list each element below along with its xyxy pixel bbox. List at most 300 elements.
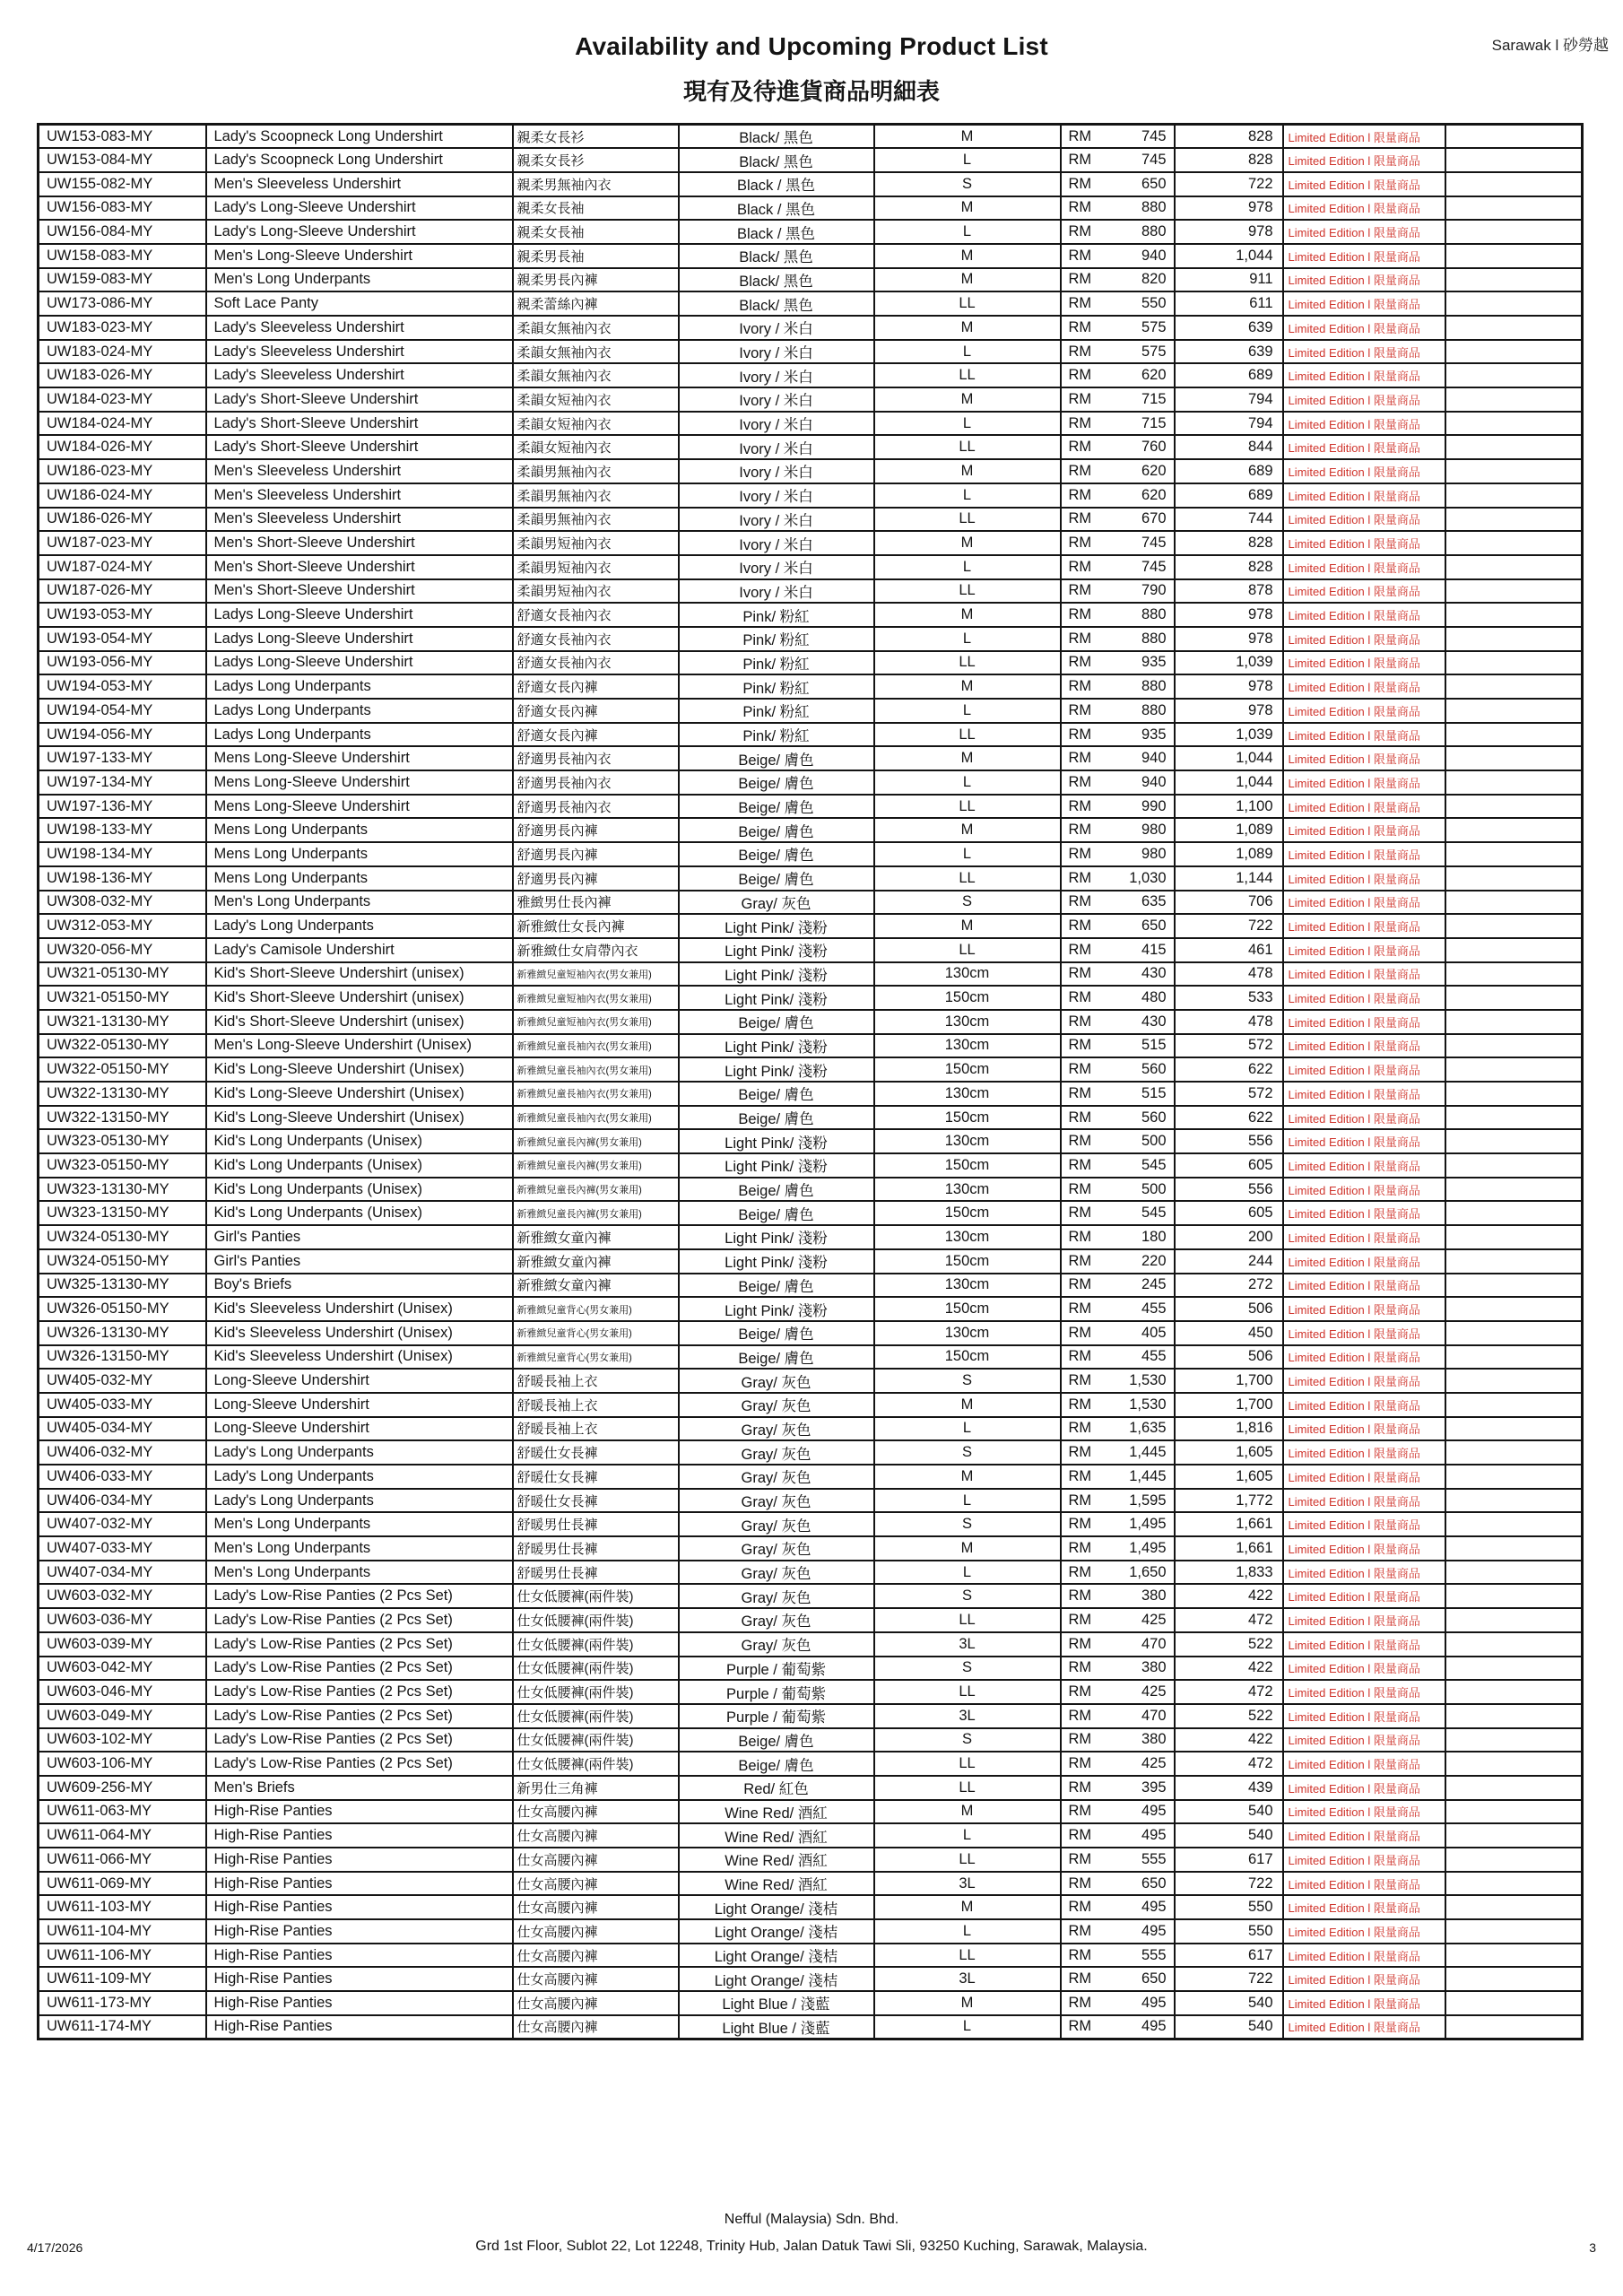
retail-price-cell: 506: [1175, 1345, 1283, 1370]
size-cell: L: [874, 148, 1061, 172]
product-name-zh-cell: 仕女高腰內褲: [513, 1895, 679, 1919]
member-price-cell: [1061, 1225, 1175, 1249]
color-cell: Black / 黑色: [679, 220, 874, 244]
product-name-zh-cell: 柔韻男無袖內衣: [513, 483, 679, 508]
product-name-en-cell: Ladys Long-Sleeve Undershirt: [206, 627, 513, 651]
color-cell: Gray/ 灰色: [679, 1393, 874, 1417]
product-name-zh-cell: 舒適女長內褲: [513, 699, 679, 723]
table-row: [39, 125, 1583, 149]
member-price-value: 495: [1141, 1827, 1167, 1844]
currency-label: RM: [1068, 726, 1092, 743]
product-name-en-cell: Lady's Sleeveless Undershirt: [206, 340, 513, 364]
limited-edition-tag-cell: Limited Edition l 限量商品: [1283, 1944, 1445, 1968]
retail-price-cell: 722: [1175, 914, 1283, 938]
product-name-zh-cell: 仕女低腰褲(兩件裝): [513, 1657, 679, 1681]
limited-edition-tag-cell: Limited Edition l 限量商品: [1283, 818, 1445, 842]
retail-price-cell: 1,100: [1175, 795, 1283, 819]
retail-price-cell: 533: [1175, 986, 1283, 1010]
color-cell: Ivory / 米白: [679, 459, 874, 483]
blank-cell: [1445, 412, 1583, 436]
currency-label: RM: [1068, 1228, 1092, 1245]
product-name-en-cell: Mens Long Underpants: [206, 842, 513, 866]
member-price-value: 715: [1141, 414, 1167, 431]
product-name-zh-cell: 舒暖仕女長褲: [513, 1465, 679, 1489]
product-code-cell: UW323-05150-MY: [39, 1153, 206, 1178]
table-row: [39, 603, 1583, 627]
table-row: [39, 340, 1583, 364]
table-row: [39, 1153, 1583, 1178]
currency-label: RM: [1068, 1994, 1092, 2011]
currency-label: RM: [1068, 1300, 1092, 1318]
retail-price-cell: 828: [1175, 125, 1283, 149]
size-cell: 130cm: [874, 1274, 1061, 1298]
color-cell: Light Orange/ 淺桔: [679, 1919, 874, 1944]
product-name-en-cell: Lady's Camisole Undershirt: [206, 938, 513, 962]
product-name-en-cell: Kid's Sleeveless Undershirt (Unisex): [206, 1345, 513, 1370]
currency-label: RM: [1068, 1420, 1092, 1437]
retail-price-cell: 1,089: [1175, 842, 1283, 866]
color-cell: Beige/ 膚色: [679, 1082, 874, 1106]
currency-label: RM: [1068, 1827, 1092, 1844]
member-price-cell: [1061, 1129, 1175, 1153]
member-price-value: 560: [1141, 1061, 1167, 1078]
member-price-value: 550: [1141, 295, 1167, 312]
member-price-value: 940: [1141, 247, 1167, 264]
member-price-value: 245: [1141, 1276, 1167, 1293]
product-name-en-cell: Mens Long-Sleeve Undershirt: [206, 795, 513, 819]
size-cell: L: [874, 1561, 1061, 1585]
member-price-cell: [1061, 220, 1175, 244]
size-cell: LL: [874, 651, 1061, 675]
color-cell: Beige/ 膚色: [679, 866, 874, 891]
size-cell: L: [874, 699, 1061, 723]
limited-edition-tag-cell: Limited Edition l 限量商品: [1283, 508, 1445, 532]
product-code-cell: UW183-026-MY: [39, 363, 206, 387]
product-name-en-cell: Kid's Short-Sleeve Undershirt (unisex): [206, 986, 513, 1010]
product-name-en-cell: Men's Short-Sleeve Undershirt: [206, 555, 513, 579]
color-cell: Wine Red/ 酒紅: [679, 1800, 874, 1824]
table-row: [39, 244, 1583, 268]
currency-label: RM: [1068, 582, 1092, 599]
color-cell: Gray/ 灰色: [679, 1536, 874, 1561]
currency-label: RM: [1068, 1635, 1092, 1652]
member-price-value: 1,635: [1129, 1420, 1167, 1437]
product-code-cell: UW326-13130-MY: [39, 1321, 206, 1345]
product-name-en-cell: Ladys Long Underpants: [206, 699, 513, 723]
color-cell: Gray/ 灰色: [679, 1489, 874, 1513]
size-cell: 130cm: [874, 1178, 1061, 1202]
product-name-en-cell: Lady's Short-Sleeve Undershirt: [206, 435, 513, 459]
product-name-zh-cell: 新雅緻兒童長內褲(男女兼用): [513, 1129, 679, 1153]
product-code-cell: UW173-086-MY: [39, 291, 206, 316]
product-name-en-cell: Kid's Sleeveless Undershirt (Unisex): [206, 1297, 513, 1321]
size-cell: 3L: [874, 1632, 1061, 1657]
table-row: [39, 1608, 1583, 1632]
retail-price-cell: 461: [1175, 938, 1283, 962]
size-cell: 150cm: [874, 1297, 1061, 1321]
member-price-value: 500: [1141, 1180, 1167, 1197]
blank-cell: [1445, 818, 1583, 842]
size-cell: M: [874, 1895, 1061, 1919]
member-price-value: 470: [1141, 1635, 1167, 1652]
member-price-cell: [1061, 555, 1175, 579]
limited-edition-tag-cell: Limited Edition l 限量商品: [1283, 1584, 1445, 1608]
currency-label: RM: [1068, 1396, 1092, 1413]
product-code-cell: UW156-084-MY: [39, 220, 206, 244]
member-price-cell: [1061, 1608, 1175, 1632]
blank-cell: [1445, 1657, 1583, 1681]
currency-label: RM: [1068, 1492, 1092, 1509]
member-price-cell: [1061, 699, 1175, 723]
limited-edition-tag-cell: Limited Edition l 限量商品: [1283, 531, 1445, 555]
color-cell: Pink/ 粉紅: [679, 723, 874, 747]
limited-edition-tag-cell: Limited Edition l 限量商品: [1283, 340, 1445, 364]
color-cell: Beige/ 膚色: [679, 818, 874, 842]
member-price-cell: [1061, 891, 1175, 915]
table-row: [39, 1776, 1583, 1800]
product-code-cell: UW198-133-MY: [39, 818, 206, 842]
member-price-value: 990: [1141, 797, 1167, 814]
table-row: [39, 1512, 1583, 1536]
size-cell: 130cm: [874, 1034, 1061, 1058]
color-cell: Light Orange/ 淺桔: [679, 1895, 874, 1919]
retail-price-cell: 978: [1175, 699, 1283, 723]
currency-label: RM: [1068, 773, 1092, 790]
limited-edition-tag-cell: Limited Edition l 限量商品: [1283, 1657, 1445, 1681]
color-cell: Gray/ 灰色: [679, 1417, 874, 1441]
retail-price-cell: 200: [1175, 1225, 1283, 1249]
table-row: [39, 220, 1583, 244]
product-name-zh-cell: 親柔女長袖: [513, 196, 679, 221]
product-name-zh-cell: 仕女高腰內褲: [513, 1967, 679, 1991]
currency-label: RM: [1068, 535, 1092, 552]
limited-edition-tag-cell: Limited Edition l 限量商品: [1283, 363, 1445, 387]
size-cell: LL: [874, 1752, 1061, 1776]
limited-edition-tag-cell: Limited Edition l 限量商品: [1283, 1010, 1445, 1034]
member-price-cell: [1061, 1178, 1175, 1202]
product-name-en-cell: Soft Lace Panty: [206, 291, 513, 316]
product-code-cell: UW198-134-MY: [39, 842, 206, 866]
product-code-cell: UW155-082-MY: [39, 172, 206, 196]
limited-edition-tag-cell: Limited Edition l 限量商品: [1283, 795, 1445, 819]
product-name-zh-cell: 舒適女長內褲: [513, 723, 679, 747]
table-row: [39, 1417, 1583, 1441]
product-name-en-cell: Kid's Short-Sleeve Undershirt (unisex): [206, 1010, 513, 1034]
product-name-zh-cell: 舒暖長袖上衣: [513, 1417, 679, 1441]
member-price-cell: [1061, 1704, 1175, 1728]
member-price-cell: [1061, 986, 1175, 1010]
color-cell: Light Pink/ 淺粉: [679, 1225, 874, 1249]
size-cell: 150cm: [874, 1153, 1061, 1178]
color-cell: Pink/ 粉紅: [679, 651, 874, 675]
color-cell: Gray/ 灰色: [679, 1608, 874, 1632]
currency-label: RM: [1068, 462, 1092, 479]
color-cell: Ivory / 米白: [679, 508, 874, 532]
product-name-en-cell: High-Rise Panties: [206, 1991, 513, 2015]
blank-cell: [1445, 459, 1583, 483]
color-cell: Black/ 黑色: [679, 148, 874, 172]
size-cell: 150cm: [874, 1057, 1061, 1082]
table-row: [39, 1536, 1583, 1561]
product-name-zh-cell: 新雅緻女童內褲: [513, 1225, 679, 1249]
product-name-en-cell: Men's Long Underpants: [206, 891, 513, 915]
limited-edition-tag-cell: Limited Edition l 限量商品: [1283, 1752, 1445, 1776]
member-price-value: 980: [1141, 845, 1167, 862]
member-price-cell: [1061, 1010, 1175, 1034]
product-name-en-cell: High-Rise Panties: [206, 2015, 513, 2039]
member-price-cell: [1061, 1393, 1175, 1417]
retail-price-cell: 472: [1175, 1680, 1283, 1704]
color-cell: Light Pink/ 淺粉: [679, 1297, 874, 1321]
size-cell: LL: [874, 1608, 1061, 1632]
retail-price-cell: 572: [1175, 1082, 1283, 1106]
product-code-cell: UW325-13130-MY: [39, 1274, 206, 1298]
product-name-en-cell: Kid's Short-Sleeve Undershirt (unisex): [206, 962, 513, 987]
currency-label: RM: [1068, 1013, 1092, 1030]
retail-price-cell: 828: [1175, 148, 1283, 172]
product-table-body: [39, 125, 1583, 2039]
currency-label: RM: [1068, 606, 1092, 623]
product-name-en-cell: High-Rise Panties: [206, 1848, 513, 1872]
retail-price-cell: 622: [1175, 1057, 1283, 1082]
member-price-value: 500: [1141, 1133, 1167, 1150]
size-cell: LL: [874, 363, 1061, 387]
blank-cell: [1445, 842, 1583, 866]
currency-label: RM: [1068, 127, 1092, 144]
product-code-cell: UW193-056-MY: [39, 651, 206, 675]
table-row: [39, 412, 1583, 436]
currency-label: RM: [1068, 510, 1092, 527]
member-price-cell: [1061, 508, 1175, 532]
member-price-cell: [1061, 1823, 1175, 1848]
member-price-cell: [1061, 1919, 1175, 1944]
retail-price-cell: 1,700: [1175, 1393, 1283, 1417]
product-name-en-cell: Lady's Low-Rise Panties (2 Pcs Set): [206, 1728, 513, 1752]
product-code-cell: UW609-256-MY: [39, 1776, 206, 1800]
blank-cell: [1445, 1895, 1583, 1919]
retail-price-cell: 639: [1175, 316, 1283, 340]
product-name-en-cell: Ladys Long-Sleeve Undershirt: [206, 651, 513, 675]
blank-cell: [1445, 531, 1583, 555]
currency-label: RM: [1068, 1563, 1092, 1580]
table-row: [39, 363, 1583, 387]
color-cell: Beige/ 膚色: [679, 1178, 874, 1202]
product-name-zh-cell: 新雅緻兒童短袖內衣(男女兼用): [513, 962, 679, 987]
blank-cell: [1445, 1489, 1583, 1513]
currency-label: RM: [1068, 1252, 1092, 1269]
size-cell: M: [874, 125, 1061, 149]
limited-edition-tag-cell: Limited Edition l 限量商品: [1283, 723, 1445, 747]
member-price-value: 545: [1141, 1205, 1167, 1222]
color-cell: Gray/ 灰色: [679, 1632, 874, 1657]
currency-label: RM: [1068, 1084, 1092, 1101]
retail-price-cell: 722: [1175, 1872, 1283, 1896]
member-price-value: 430: [1141, 965, 1167, 982]
table-row: [39, 172, 1583, 196]
retail-price-cell: 978: [1175, 220, 1283, 244]
product-name-zh-cell: 仕女低腰褲(兩件裝): [513, 1752, 679, 1776]
member-price-value: 415: [1141, 941, 1167, 958]
limited-edition-tag-cell: Limited Edition l 限量商品: [1283, 1489, 1445, 1513]
product-name-zh-cell: 柔韻男短袖內衣: [513, 531, 679, 555]
retail-price-cell: 472: [1175, 1608, 1283, 1632]
product-code-cell: UW308-032-MY: [39, 891, 206, 915]
member-price-cell: [1061, 674, 1175, 699]
table-row: [39, 746, 1583, 770]
retail-price-cell: 1,700: [1175, 1369, 1283, 1393]
blank-cell: [1445, 699, 1583, 723]
product-name-zh-cell: 柔韻女短袖內衣: [513, 435, 679, 459]
product-name-en-cell: Kid's Long-Sleeve Undershirt (Unisex): [206, 1082, 513, 1106]
table-row: [39, 1872, 1583, 1896]
color-cell: Light Blue / 淺藍: [679, 1991, 874, 2015]
size-cell: LL: [874, 1776, 1061, 1800]
color-cell: Light Blue / 淺藍: [679, 2015, 874, 2039]
retail-price-cell: 450: [1175, 1321, 1283, 1345]
color-cell: Gray/ 灰色: [679, 1512, 874, 1536]
retail-price-cell: 1,605: [1175, 1465, 1283, 1489]
table-row: [39, 1584, 1583, 1608]
member-price-value: 980: [1141, 822, 1167, 839]
limited-edition-tag-cell: Limited Edition l 限量商品: [1283, 1800, 1445, 1824]
table-row: [39, 914, 1583, 938]
blank-cell: [1445, 1010, 1583, 1034]
color-cell: Black/ 黑色: [679, 291, 874, 316]
limited-edition-tag-cell: Limited Edition l 限量商品: [1283, 1632, 1445, 1657]
limited-edition-tag-cell: Limited Edition l 限量商品: [1283, 1297, 1445, 1321]
product-name-en-cell: Long-Sleeve Undershirt: [206, 1369, 513, 1393]
size-cell: LL: [874, 795, 1061, 819]
product-name-en-cell: Lady's Low-Rise Panties (2 Pcs Set): [206, 1632, 513, 1657]
product-name-en-cell: Lady's Sleeveless Undershirt: [206, 363, 513, 387]
table-row: [39, 842, 1583, 866]
product-name-en-cell: Men's Briefs: [206, 1776, 513, 1800]
limited-edition-tag-cell: Limited Edition l 限量商品: [1283, 2015, 1445, 2039]
table-row: [39, 316, 1583, 340]
member-price-value: 650: [1141, 175, 1167, 192]
product-name-zh-cell: 親柔女長衫: [513, 148, 679, 172]
product-name-en-cell: Long-Sleeve Undershirt: [206, 1393, 513, 1417]
member-price-cell: [1061, 1057, 1175, 1082]
member-price-value: 650: [1141, 1874, 1167, 1892]
blank-cell: [1445, 1369, 1583, 1393]
limited-edition-tag-cell: Limited Edition l 限量商品: [1283, 1848, 1445, 1872]
retail-price-cell: 828: [1175, 531, 1283, 555]
limited-edition-tag-cell: Limited Edition l 限量商品: [1283, 1201, 1445, 1225]
size-cell: L: [874, 555, 1061, 579]
table-row: [39, 986, 1583, 1010]
blank-cell: [1445, 1752, 1583, 1776]
size-cell: S: [874, 891, 1061, 915]
color-cell: Gray/ 灰色: [679, 1440, 874, 1465]
currency-label: RM: [1068, 1372, 1092, 1389]
member-price-cell: [1061, 2015, 1175, 2039]
product-code-cell: UW326-05150-MY: [39, 1297, 206, 1321]
product-code-cell: UW603-042-MY: [39, 1657, 206, 1681]
limited-edition-tag-cell: Limited Edition l 限量商品: [1283, 291, 1445, 316]
member-price-cell: [1061, 1752, 1175, 1776]
member-price-cell: [1061, 1776, 1175, 1800]
blank-cell: [1445, 316, 1583, 340]
table-row: [39, 1321, 1583, 1345]
blank-cell: [1445, 483, 1583, 508]
member-price-cell: [1061, 340, 1175, 364]
product-name-zh-cell: 新雅緻女童內褲: [513, 1274, 679, 1298]
member-price-cell: [1061, 1417, 1175, 1441]
size-cell: 150cm: [874, 1249, 1061, 1274]
limited-edition-tag-cell: Limited Edition l 限量商品: [1283, 1536, 1445, 1561]
product-code-cell: UW183-023-MY: [39, 316, 206, 340]
member-price-cell: [1061, 1967, 1175, 1991]
currency-label: RM: [1068, 893, 1092, 910]
currency-label: RM: [1068, 247, 1092, 264]
currency-label: RM: [1068, 845, 1092, 862]
member-price-cell: [1061, 1034, 1175, 1058]
member-price-cell: [1061, 1440, 1175, 1465]
product-name-zh-cell: 舒暖長袖上衣: [513, 1393, 679, 1417]
member-price-value: 880: [1141, 606, 1167, 623]
product-code-cell: UW187-023-MY: [39, 531, 206, 555]
blank-cell: [1445, 1297, 1583, 1321]
currency-label: RM: [1068, 869, 1092, 886]
member-price-cell: [1061, 1584, 1175, 1608]
table-row: [39, 555, 1583, 579]
limited-edition-tag-cell: Limited Edition l 限量商品: [1283, 148, 1445, 172]
product-name-en-cell: Men's Short-Sleeve Undershirt: [206, 579, 513, 604]
product-name-zh-cell: 仕女低腰褲(兩件裝): [513, 1680, 679, 1704]
member-price-value: 745: [1141, 558, 1167, 575]
product-name-en-cell: Men's Long-Sleeve Undershirt (Unisex): [206, 1034, 513, 1058]
limited-edition-tag-cell: Limited Edition l 限量商品: [1283, 459, 1445, 483]
blank-cell: [1445, 1584, 1583, 1608]
blank-cell: [1445, 1872, 1583, 1896]
product-name-zh-cell: 舒適女長袖內衣: [513, 627, 679, 651]
table-row: [39, 268, 1583, 292]
retail-price-cell: 689: [1175, 363, 1283, 387]
member-price-value: 1,530: [1129, 1396, 1167, 1413]
member-price-value: 545: [1141, 1156, 1167, 1173]
blank-cell: [1445, 1129, 1583, 1153]
retail-price-cell: 540: [1175, 1800, 1283, 1824]
blank-cell: [1445, 435, 1583, 459]
color-cell: Pink/ 粉紅: [679, 627, 874, 651]
limited-edition-tag-cell: Limited Edition l 限量商品: [1283, 483, 1445, 508]
currency-label: RM: [1068, 1683, 1092, 1700]
size-cell: 3L: [874, 1704, 1061, 1728]
retail-price-cell: 522: [1175, 1632, 1283, 1657]
currency-label: RM: [1068, 1276, 1092, 1293]
blank-cell: [1445, 1321, 1583, 1345]
size-cell: 130cm: [874, 1010, 1061, 1034]
product-name-en-cell: Kid's Long Underpants (Unisex): [206, 1201, 513, 1225]
size-cell: L: [874, 842, 1061, 866]
product-code-cell: UW321-05150-MY: [39, 986, 206, 1010]
color-cell: Beige/ 膚色: [679, 795, 874, 819]
product-name-zh-cell: 仕女高腰內褲: [513, 1872, 679, 1896]
table-row: [39, 196, 1583, 221]
member-price-cell: [1061, 795, 1175, 819]
color-cell: Gray/ 灰色: [679, 1369, 874, 1393]
table-row: [39, 1440, 1583, 1465]
product-name-zh-cell: 柔韻女無袖內衣: [513, 340, 679, 364]
product-name-en-cell: Girl's Panties: [206, 1225, 513, 1249]
retail-price-cell: 478: [1175, 1010, 1283, 1034]
member-price-value: 560: [1141, 1109, 1167, 1126]
color-cell: Beige/ 膚色: [679, 770, 874, 795]
blank-cell: [1445, 1536, 1583, 1561]
size-cell: M: [874, 1393, 1061, 1417]
member-price-value: 495: [1141, 2018, 1167, 2035]
